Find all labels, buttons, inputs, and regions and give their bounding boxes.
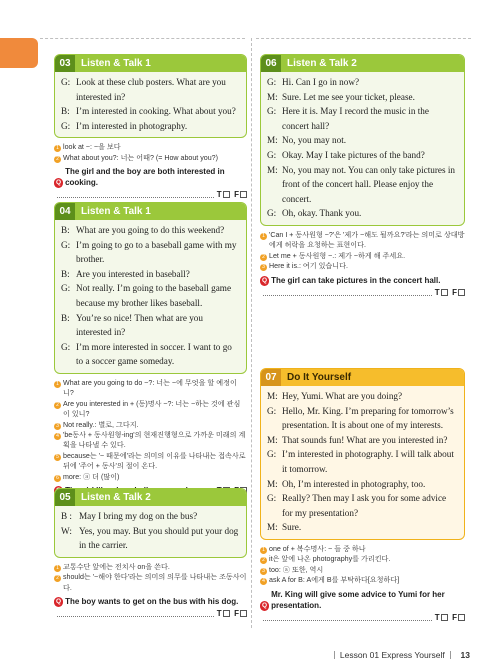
dialogue-line <box>267 90 458 105</box>
line-text: That sounds fun! What are you interested in? <box>282 434 448 445</box>
speaker: M: <box>267 135 278 146</box>
dialogue-line <box>61 223 240 238</box>
tf-statement: The boy wants to get on the bus with his dog. <box>65 597 239 606</box>
tf-answer-row <box>54 189 247 200</box>
dialogue-line <box>61 524 240 553</box>
note-marker-icon: 3 <box>260 568 267 575</box>
notes <box>260 544 465 586</box>
note-item <box>54 430 247 451</box>
speaker: G: <box>61 283 71 294</box>
notes <box>54 142 247 163</box>
speaker: M: <box>267 391 278 401</box>
dialogue-line <box>61 75 240 104</box>
line-text: Oh, okay. Thank you. <box>282 208 362 219</box>
dialogue-line <box>61 311 240 340</box>
line-text: No, you may not. <box>282 135 347 146</box>
line-text: Hello, Mr. King. I’m preparing for tomorrow’s presentation. It is about one of my interests. <box>282 405 454 431</box>
note-text: look at ~: ~을 보다 <box>63 143 121 152</box>
note-item <box>260 565 465 575</box>
note-marker-icon: 2 <box>260 557 267 564</box>
lesson-title: Lesson 01 Express Yourself <box>339 650 445 660</box>
speaker: B: <box>61 312 70 323</box>
dialogue-line <box>267 163 458 207</box>
page-footer <box>331 650 471 660</box>
dialogue-line <box>267 104 458 133</box>
section-05 <box>54 488 247 619</box>
tf-answer-row <box>260 612 465 623</box>
section-03 <box>54 54 247 200</box>
note-marker-icon: 2 <box>54 575 61 582</box>
line-text: I’m interested in photography. <box>76 120 188 131</box>
notes <box>54 562 247 593</box>
speaker: G: <box>61 77 71 87</box>
note-item <box>54 378 247 399</box>
speaker: M: <box>267 91 278 102</box>
note-marker-icon: 1 <box>260 233 267 240</box>
line-text: Hey, Yumi. What are you doing? <box>282 391 403 401</box>
speaker: M: <box>267 522 278 533</box>
line-text: Are you interested in baseball? <box>76 268 190 279</box>
section-number: 06 <box>261 55 281 72</box>
section-number: 07 <box>261 369 281 386</box>
speaker: M: <box>267 434 278 445</box>
note-text: too: ⓐ 또한, 역시 <box>269 565 324 574</box>
dialogue-line <box>267 447 458 476</box>
line-text: Hi. Can I go in now? <box>282 77 360 87</box>
section-title: Do It Yourself <box>287 372 352 383</box>
tf-options: T F <box>217 608 247 619</box>
note-item <box>54 562 247 572</box>
tf-statement: The girl and the boy are both interested in cooking. <box>65 167 225 188</box>
speaker: G: <box>267 449 277 460</box>
dialogue-line <box>267 389 458 404</box>
section-number: 05 <box>55 489 75 506</box>
true-checkbox[interactable] <box>441 614 448 621</box>
dialogue-box <box>54 54 247 138</box>
note-marker-icon: 2 <box>260 254 267 261</box>
line-text: Really? Then may I ask you for some advice for my presentation? <box>282 493 447 518</box>
speaker: B: <box>61 106 70 117</box>
speaker: M: <box>267 478 278 489</box>
line-text: I’m more interested in soccer. I want to go to a soccer game someday. <box>76 341 232 367</box>
speaker: W: <box>61 525 72 536</box>
note-marker-icon: 3 <box>54 423 61 430</box>
line-text: What are you going to do this weekend? <box>76 225 225 235</box>
false-checkbox[interactable] <box>240 191 247 198</box>
dialogue-line <box>267 404 458 433</box>
note-item <box>54 572 247 593</box>
tf-answer-row <box>54 608 247 619</box>
true-false-question <box>54 166 247 188</box>
dialogue-line <box>267 75 458 90</box>
note-item <box>260 554 465 564</box>
note-text: What are you going to do ~?: 너는 ~에 무엇을 할 예정이니? <box>63 378 237 398</box>
note-item <box>260 544 465 554</box>
note-text: Are you interested in + (동)명사 ~?: 너는 ~하는 것에 관심이 있니? <box>63 399 241 419</box>
quiz-badge-icon: Q <box>262 601 268 609</box>
dialogue-line <box>61 238 240 267</box>
false-checkbox[interactable] <box>458 614 465 621</box>
top-rule-right <box>256 38 471 39</box>
dialogue-box <box>54 488 247 558</box>
dotted-leader <box>57 197 214 198</box>
line-text: I’m going to go to a baseball game with my brother. <box>76 239 237 265</box>
note-item <box>260 230 465 251</box>
speaker: G: <box>267 405 277 416</box>
section-header <box>261 55 464 72</box>
dialogue-line <box>267 206 458 221</box>
quiz-badge-icon: Q <box>56 598 62 605</box>
section-header <box>55 203 246 220</box>
speaker: G: <box>267 493 277 504</box>
dialogue-line <box>61 281 240 310</box>
dialogue <box>55 220 246 373</box>
dialogue-line <box>61 267 240 282</box>
line-text: Oh, I’m interested in photography, too. <box>282 478 426 489</box>
line-text: May I bring my dog on the bus? <box>79 511 198 521</box>
section-header <box>261 369 464 386</box>
note-item <box>54 472 247 482</box>
dialogue-box <box>54 202 247 374</box>
speaker: B: <box>61 268 70 279</box>
note-text: it은 앞에 나온 photography를 가리킨다. <box>269 555 391 564</box>
tf-answer-row <box>260 287 465 298</box>
true-false-question <box>260 589 465 611</box>
true-checkbox[interactable] <box>223 191 230 198</box>
tf-statement: Mr. King will give some advice to Yumi for her presentation. <box>271 589 445 610</box>
line-text: Okay. May I take pictures of the band? <box>282 149 425 160</box>
section-title: Listen & Talk 2 <box>287 58 357 69</box>
speaker: G: <box>267 208 277 219</box>
dialogue-line <box>267 477 458 492</box>
page-number: 13 <box>460 650 470 660</box>
section-title: Listen & Talk 1 <box>81 58 151 69</box>
column-divider <box>251 38 252 628</box>
dotted-leader <box>263 295 432 296</box>
speaker: B : <box>61 511 72 521</box>
dialogue-line <box>267 133 458 148</box>
note-marker-icon: 1 <box>54 145 61 152</box>
section-header <box>55 55 246 72</box>
note-marker-icon: 1 <box>260 547 267 554</box>
true-false-question <box>260 275 465 286</box>
tf-options: T F <box>217 189 247 200</box>
note-text: more: ⓐ 더 (많이) <box>63 472 120 481</box>
speaker: G: <box>61 341 71 352</box>
note-marker-icon: 1 <box>54 381 61 388</box>
tf-statement: The girl can take pictures in the concert hall. <box>271 275 441 285</box>
note-text: Let me + 동사원형 ~.: 제가 ~하게 해 주세요. <box>269 251 406 260</box>
line-text: I’m interested in photography. I will talk about it tomorrow. <box>282 449 454 474</box>
false-checkbox[interactable] <box>458 289 465 296</box>
false-checkbox[interactable] <box>240 610 247 617</box>
dialogue-line <box>61 104 240 119</box>
speaker: G: <box>267 149 277 160</box>
dialogue-line <box>61 119 240 134</box>
dialogue-line <box>267 520 458 535</box>
dialogue-line <box>61 340 240 369</box>
note-text: 'Can I + 동사원형 ~?'은 '제가 ~해도 될까요?'라는 의미로 상대방에게 허락을 요청하는 표현이다. <box>269 230 465 250</box>
note-item <box>260 251 465 261</box>
note-item <box>260 575 465 585</box>
dialogue-line <box>267 148 458 163</box>
speaker: G: <box>61 239 71 250</box>
dialogue <box>55 72 246 137</box>
note-marker-icon: 1 <box>54 565 61 572</box>
true-checkbox[interactable] <box>223 610 230 617</box>
section-title: Listen & Talk 1 <box>81 206 151 217</box>
dialogue-line <box>61 509 240 524</box>
speaker: B: <box>61 225 70 235</box>
dialogue-box <box>260 54 465 226</box>
note-text: Not really.: 별로, 그다지. <box>63 420 139 429</box>
note-item <box>54 142 247 152</box>
quiz-badge-icon: Q <box>56 179 62 187</box>
dialogue <box>261 72 464 225</box>
note-marker-icon: 2 <box>54 402 61 409</box>
notes <box>54 378 247 482</box>
note-marker-icon: 4 <box>54 433 61 440</box>
line-text: No, you may not. You can only take pictures in front of the concert hall. Please enjoy the concert. <box>282 164 456 204</box>
line-text: Sure. Let me see your ticket, please. <box>282 91 415 102</box>
section-04 <box>54 202 247 496</box>
section-number: 03 <box>55 55 75 72</box>
note-marker-icon: 4 <box>260 578 267 585</box>
section-header <box>55 489 246 506</box>
note-item <box>54 399 247 420</box>
dialogue <box>55 506 246 557</box>
dotted-leader <box>57 616 214 617</box>
note-item <box>54 420 247 430</box>
dialogue-line <box>267 433 458 448</box>
tf-options: T F <box>435 612 465 623</box>
line-text: Sure. <box>282 522 302 533</box>
note-text: ask A for B: A에게 B를 부탁하다[요청하다] <box>269 576 400 585</box>
footer-separator <box>450 651 451 659</box>
top-rule-left <box>40 38 245 39</box>
true-false-question <box>54 596 247 607</box>
footer-separator <box>334 651 335 659</box>
dialogue <box>261 386 464 539</box>
note-text: 교통수단 앞에는 전치사 on을 쓴다. <box>63 562 170 571</box>
quiz-badge-icon: Q <box>262 276 268 284</box>
note-item <box>54 153 247 163</box>
line-text: I’m interested in cooking. What about you? <box>76 106 236 117</box>
true-checkbox[interactable] <box>441 289 448 296</box>
note-marker-icon: 2 <box>54 156 61 163</box>
speaker: G: <box>61 120 71 131</box>
dotted-leader <box>263 620 432 621</box>
section-title: Listen & Talk 2 <box>81 492 151 503</box>
note-text: because는 '~ 때문에'라는 의미의 이유를 나타내는 접속사로 뒤에 '주어 + 동사'의 절이 온다. <box>63 451 246 471</box>
notes <box>260 230 465 272</box>
note-text: should는 '~해야 한다'라는 의미의 의무를 나타내는 조동사이다. <box>63 573 247 592</box>
speaker: G: <box>267 106 277 117</box>
note-item <box>54 451 247 472</box>
line-text: Look at these club posters. What are you interested in? <box>76 77 226 102</box>
note-text: 'be동사 + 동사원형-ing'의 현재진행형으로 가까운 미래의 계획을 나타낼 수 있다. <box>63 430 246 450</box>
speaker: G: <box>267 77 277 87</box>
tf-options: T F <box>435 287 465 298</box>
note-marker-icon: 6 <box>54 475 61 482</box>
speaker: M: <box>267 164 278 175</box>
note-marker-icon: 5 <box>54 454 61 461</box>
section-07 <box>260 368 465 623</box>
dialogue-box <box>260 368 465 540</box>
note-item <box>260 261 465 271</box>
section-number: 04 <box>55 203 75 220</box>
line-text: Not really. I’m going to the baseball game because my brother likes baseball. <box>76 283 232 308</box>
note-text: one of + 복수명사: ~ 들 중 하나 <box>269 544 366 553</box>
section-06 <box>260 54 465 298</box>
note-text: What about you?: 너는 어때? (= How about you?) <box>63 153 218 162</box>
dialogue-line <box>267 491 458 520</box>
line-text: Here it is. May I record the music in the concert hall? <box>282 106 429 131</box>
chapter-tab <box>0 38 38 68</box>
note-marker-icon: 3 <box>260 264 267 271</box>
line-text: Yes, you may. But you should put your dog in the carrier. <box>79 525 239 551</box>
note-text: Here it is.: 여기 있습니다. <box>269 262 348 271</box>
line-text: You’re so nice! Then what are you interested in? <box>76 312 203 338</box>
